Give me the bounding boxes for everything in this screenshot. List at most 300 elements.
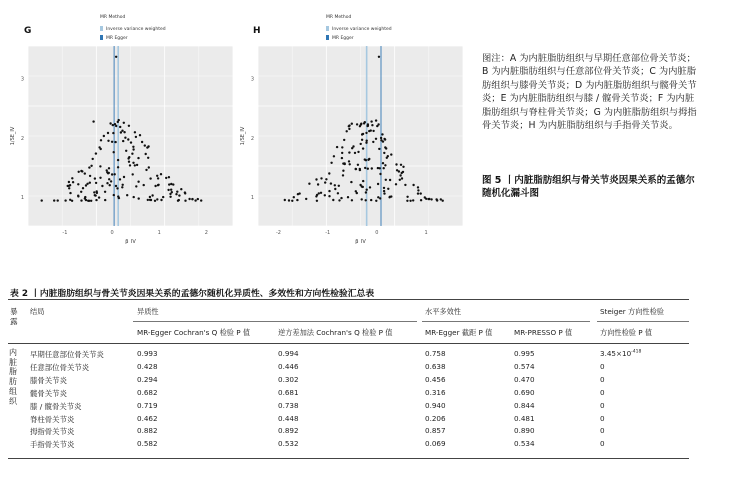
data-point [384,164,386,166]
data-point [390,153,392,155]
data-point [379,197,381,199]
data-point [89,175,91,177]
data-point [341,157,343,159]
data-point [291,200,293,202]
cell-q-ivw: 0.302 [278,374,299,384]
data-point [334,188,336,190]
data-point [370,199,372,201]
funnel-plot-g [0,44,235,244]
data-point [135,136,137,138]
legend-swatch-egger-icon [326,35,329,40]
figure-caption: 图注：A 为内脏脂肪组织与早期任意部位骨关节炎；B 为内脏脂肪组织与任意部位骨关节炎；C 为内脏脂肪组织与膝骨关节炎；D 为内脏脂肪组织与髋骨关节炎；E 为内脏脂肪组织与膝 / 髋骨关节炎；F 为内脏脂肪组织与脊柱骨关节炎；G 为内脏脂肪组织与拇指骨关节炎；H 为内脏脂肪组织与手指骨关节炎。 [482,53,697,132]
cell-steiger [600,426,605,435]
data-point [351,147,353,149]
y-tick-label: 2 [250,135,254,142]
data-point [337,192,339,194]
y-tick-label: 1 [250,195,254,202]
data-point [117,159,119,161]
data-point [121,130,123,132]
data-point [367,125,369,127]
data-point [348,151,350,153]
cell-outcome: 髋骨关节炎 [30,388,67,398]
data-point [156,175,158,177]
x-tick-label: 0 [110,230,114,236]
data-point [178,194,180,196]
cell-presso: 0.890 [514,426,535,436]
data-point [371,124,373,126]
y-axis-label: 1/SE_IV [10,126,16,146]
cell-q-egger: 0.719 [137,400,158,410]
cell-intercept: 0.206 [425,413,446,423]
data-point [128,161,130,163]
data-point [375,138,377,140]
data-point [404,184,406,186]
heterogeneity-underline [133,321,417,322]
data-point [365,199,367,201]
data-point [154,200,156,202]
data-point [113,151,115,153]
data-point [409,200,411,202]
data-point [340,197,342,199]
data-point [412,199,414,201]
data-point [365,191,367,193]
data-point [366,140,368,142]
data-point [71,200,73,202]
data-point [320,192,322,194]
data-point [170,189,172,191]
data-point [197,198,199,200]
data-point [355,168,357,170]
data-point [71,177,73,179]
data-point [333,155,335,157]
data-point [362,180,364,182]
data-point [341,152,343,154]
data-point [115,56,117,58]
table-top-rule [8,299,689,300]
data-point [168,176,170,178]
data-point [359,168,361,170]
data-point [149,199,151,201]
data-point [325,178,327,180]
data-point [442,200,444,202]
data-point [169,193,171,195]
data-point [378,148,380,150]
cell-outcome: 膝 / 髋骨关节炎 [30,401,82,411]
data-point [115,185,117,187]
panel-h-legend-title: MR Method [326,15,352,20]
data-point [100,148,102,150]
data-point [139,134,141,136]
cell-q-egger: 0.993 [137,349,158,358]
cell-presso: 0.470 [514,374,535,384]
data-point [154,185,156,187]
cell-steiger [600,362,605,371]
data-point [128,125,130,127]
data-point [178,199,180,201]
data-point [121,186,123,188]
data-point [146,146,148,148]
data-point [362,147,364,149]
legend-swatch-egger-icon [100,35,103,40]
panel-h-legend-ivw-label: Inverse variance weighted [332,27,392,32]
cell-steiger [600,414,605,423]
data-point [379,173,381,175]
cell-q-ivw: 0.448 [278,413,299,423]
data-point [384,146,386,148]
data-point [351,199,353,201]
data-point [122,184,124,186]
cell-intercept: 0.638 [425,361,446,371]
data-point [385,179,387,181]
data-point [133,196,135,198]
x-tick-label: 2 [204,230,208,236]
x-tick-label: 0 [375,230,379,236]
cell-steiger-value: 0 [600,426,605,436]
x-axis-label: β_IV [125,239,136,244]
data-point [284,199,286,201]
data-point [132,162,134,164]
data-point [399,174,401,176]
cell-q-ivw: 0.994 [278,349,299,358]
data-point [315,178,317,180]
data-point [94,177,96,179]
data-point [107,140,109,142]
data-point [53,199,55,201]
header-q-egger: MR-Egger Cochran's Q 检验 P 值 [137,328,251,337]
data-point [401,172,403,174]
data-point [112,124,114,126]
data-point [176,191,178,193]
data-point [334,184,336,186]
data-point [188,198,190,200]
data-point [420,192,422,194]
data-point [109,122,111,124]
data-point [108,178,110,180]
data-point [356,192,358,194]
data-point [364,167,366,169]
data-point [347,196,349,198]
data-point [406,196,408,198]
data-point [149,177,151,179]
data-point [157,177,159,179]
x-tick-label: -1 [325,230,331,236]
data-point [357,164,359,166]
data-point [387,188,389,190]
cell-presso: 0.481 [514,413,535,423]
cell-q-egger: 0.294 [137,374,158,384]
data-point [380,139,382,141]
table-header-rule [8,343,689,344]
funnel-plot-h [230,44,465,244]
data-point [356,123,358,125]
data-point [144,144,146,146]
data-point [145,153,147,155]
data-point [293,196,295,198]
data-point [348,125,350,127]
header-presso: MR-PRESSO P 值 [514,328,573,337]
data-point [401,177,403,179]
cell-presso: 0.995 [514,349,535,358]
data-point [116,187,118,189]
data-point [72,181,74,183]
data-point [111,141,113,143]
data-point [382,162,384,164]
data-point [80,191,82,193]
cell-outcome: 早期任意部位骨关节炎 [30,350,104,359]
data-point [165,177,167,179]
data-point [108,167,110,169]
data-point [167,189,169,191]
data-point [372,130,374,132]
data-point [367,159,369,161]
data-point [117,121,119,123]
data-point [364,121,366,123]
data-point [132,173,134,175]
data-point [99,165,101,167]
header-q-ivw: 逆方差加法 Cochran's Q 检验 P 值 [278,328,393,337]
cell-q-egger: 0.428 [137,361,158,371]
data-point [114,123,116,125]
data-point [400,164,402,166]
data-point [361,139,363,141]
data-point [430,198,432,200]
data-point [136,164,138,166]
data-point [417,189,419,191]
y-axis-label: 1/SE_IV [240,126,246,146]
x-tick-label: -2 [276,230,281,236]
data-point [103,135,105,137]
data-point [78,171,80,173]
header-intercept: MR-Egger 截距 P 值 [425,328,493,337]
x-tick-label: 1 [157,230,161,236]
data-point [180,188,182,190]
table-bottom-rule [8,458,689,459]
data-point [371,167,373,169]
data-point [370,129,372,131]
x-tick-label: -1 [62,230,68,236]
y-tick-label: 3 [250,76,254,83]
cell-outcome: 脊柱骨关节炎 [30,414,75,424]
data-point [147,157,149,159]
data-point [77,195,79,197]
data-point [125,150,127,152]
data-point [92,120,94,122]
data-point [134,164,136,166]
data-point [135,185,137,187]
cell-q-ivw: 0.446 [278,361,299,371]
data-point [130,141,132,143]
data-point [383,152,385,154]
data-point [184,200,186,202]
data-point [68,185,70,187]
data-point [93,191,95,193]
cell-intercept: 0.857 [425,426,446,436]
data-point [85,199,87,201]
data-point [406,200,408,202]
data-point [80,199,82,201]
data-point [82,187,84,189]
data-point [349,163,351,165]
data-point [168,183,170,185]
data-point [138,197,140,199]
data-point [316,200,318,202]
data-point [417,186,419,188]
cell-outcome: 任意部位骨关节炎 [30,362,90,372]
data-point [99,177,101,179]
data-point [365,159,367,161]
data-point [123,131,125,133]
data-point [106,182,108,184]
data-point [332,199,334,201]
data-point [109,184,111,186]
data-point [84,172,86,174]
data-point [145,169,147,171]
x-axis-label: β_IV [355,239,366,244]
y-tick-label: 3 [20,76,24,83]
data-point [330,182,332,184]
figure-title: 图 5 丨内脏脂肪组织与骨关节炎因果关系的孟德尔随机化漏斗图 [482,175,695,200]
cell-steiger [600,349,641,358]
data-point [106,169,108,171]
exposure-label: 内脏脂肪组织 [9,348,17,406]
data-point [377,167,379,169]
data-point [131,153,133,155]
data-point [328,172,330,174]
data-point [336,146,338,148]
data-point [88,166,90,168]
data-point [365,132,367,134]
data-point [123,122,125,124]
data-point [117,195,119,197]
data-point [162,196,164,198]
cell-q-ivw: 0.738 [278,400,299,410]
data-point [69,192,71,194]
cell-intercept: 0.316 [425,387,446,397]
data-point [361,198,363,200]
data-point [372,141,374,143]
data-point [95,199,97,201]
header-outcome: 结局 [30,307,45,316]
header-pleiotropy: 水平多效性 [425,307,461,316]
data-point [383,190,385,192]
data-point [360,143,362,145]
panel-g-legend-ivw [100,26,166,32]
data-point [143,184,145,186]
data-point [137,181,139,183]
panel-h-legend-egger [326,35,354,41]
data-point [127,157,129,159]
data-point [137,157,139,159]
cell-outcome: 膝骨关节炎 [30,375,67,385]
y-tick-label: 1 [20,195,24,202]
data-point [94,194,96,196]
data-point [111,173,113,175]
data-point [367,168,369,170]
table-title: 表 2 丨内脏脂肪组织与骨关节炎因果关系的孟德尔随机化异质性、多效性和方向性检验汇总表 [10,289,375,299]
data-point [328,195,330,197]
data-point [89,182,91,184]
cell-outcome: 手指骨关节炎 [30,440,75,450]
panel-g-legend-egger-label: MR Egger [106,36,128,41]
steiger-underline [597,321,689,322]
data-point [390,195,392,197]
cell-presso: 0.844 [514,400,535,410]
panel-g-legend-egger [100,35,128,41]
data-point [375,200,377,202]
cell-steiger-value: 0 [600,400,605,410]
cell-q-ivw: 0.532 [278,439,299,449]
cell-presso: 0.574 [514,361,535,371]
data-point [114,173,116,175]
legend-swatch-ivw-icon [326,26,329,31]
cell-steiger-value: 3.45×10 [600,349,632,358]
cell-steiger [600,439,605,448]
data-point [119,126,121,128]
cell-steiger [600,375,605,384]
cell-steiger-exponent: -418 [631,349,642,355]
data-point [361,133,363,135]
data-point [98,196,100,198]
data-point [366,189,368,191]
data-point [41,199,43,201]
data-point [123,176,125,178]
data-point [95,152,97,154]
data-point [324,181,326,183]
header-steiger: Steiger 方向性检验 [600,307,664,316]
data-point [296,199,298,201]
data-point [317,183,319,185]
cell-steiger [600,401,605,410]
data-point [297,193,299,195]
data-point [132,148,134,150]
data-point [77,183,79,185]
panel-g-legend-ivw-label: Inverse variance weighted [106,27,166,32]
data-point [113,194,115,196]
data-point [395,163,397,165]
cell-intercept: 0.456 [425,374,446,384]
cell-steiger-value: 0 [600,387,605,397]
data-point [348,160,350,162]
data-point [68,181,70,183]
data-point [338,199,340,201]
cell-steiger-value: 0 [600,374,605,384]
data-point [100,139,102,141]
data-point [107,132,109,134]
data-point [436,199,438,201]
data-point [330,162,332,164]
cell-intercept: 0.069 [425,439,446,449]
cell-intercept: 0.940 [425,400,446,410]
data-point [120,131,122,133]
data-point [360,123,362,125]
data-point [328,190,330,192]
data-point [149,196,151,198]
data-point [157,184,159,186]
data-point [417,192,419,194]
data-point [126,194,128,196]
data-point [395,183,397,185]
cell-presso: 0.534 [514,439,535,449]
data-point [378,56,380,58]
cell-q-ivw: 0.681 [278,387,299,397]
data-point [389,179,391,181]
data-point [64,199,66,201]
data-point [104,199,106,201]
data-point [104,191,106,193]
data-point [354,152,356,154]
pleiotropy-underline [422,321,590,322]
data-point [343,139,345,141]
